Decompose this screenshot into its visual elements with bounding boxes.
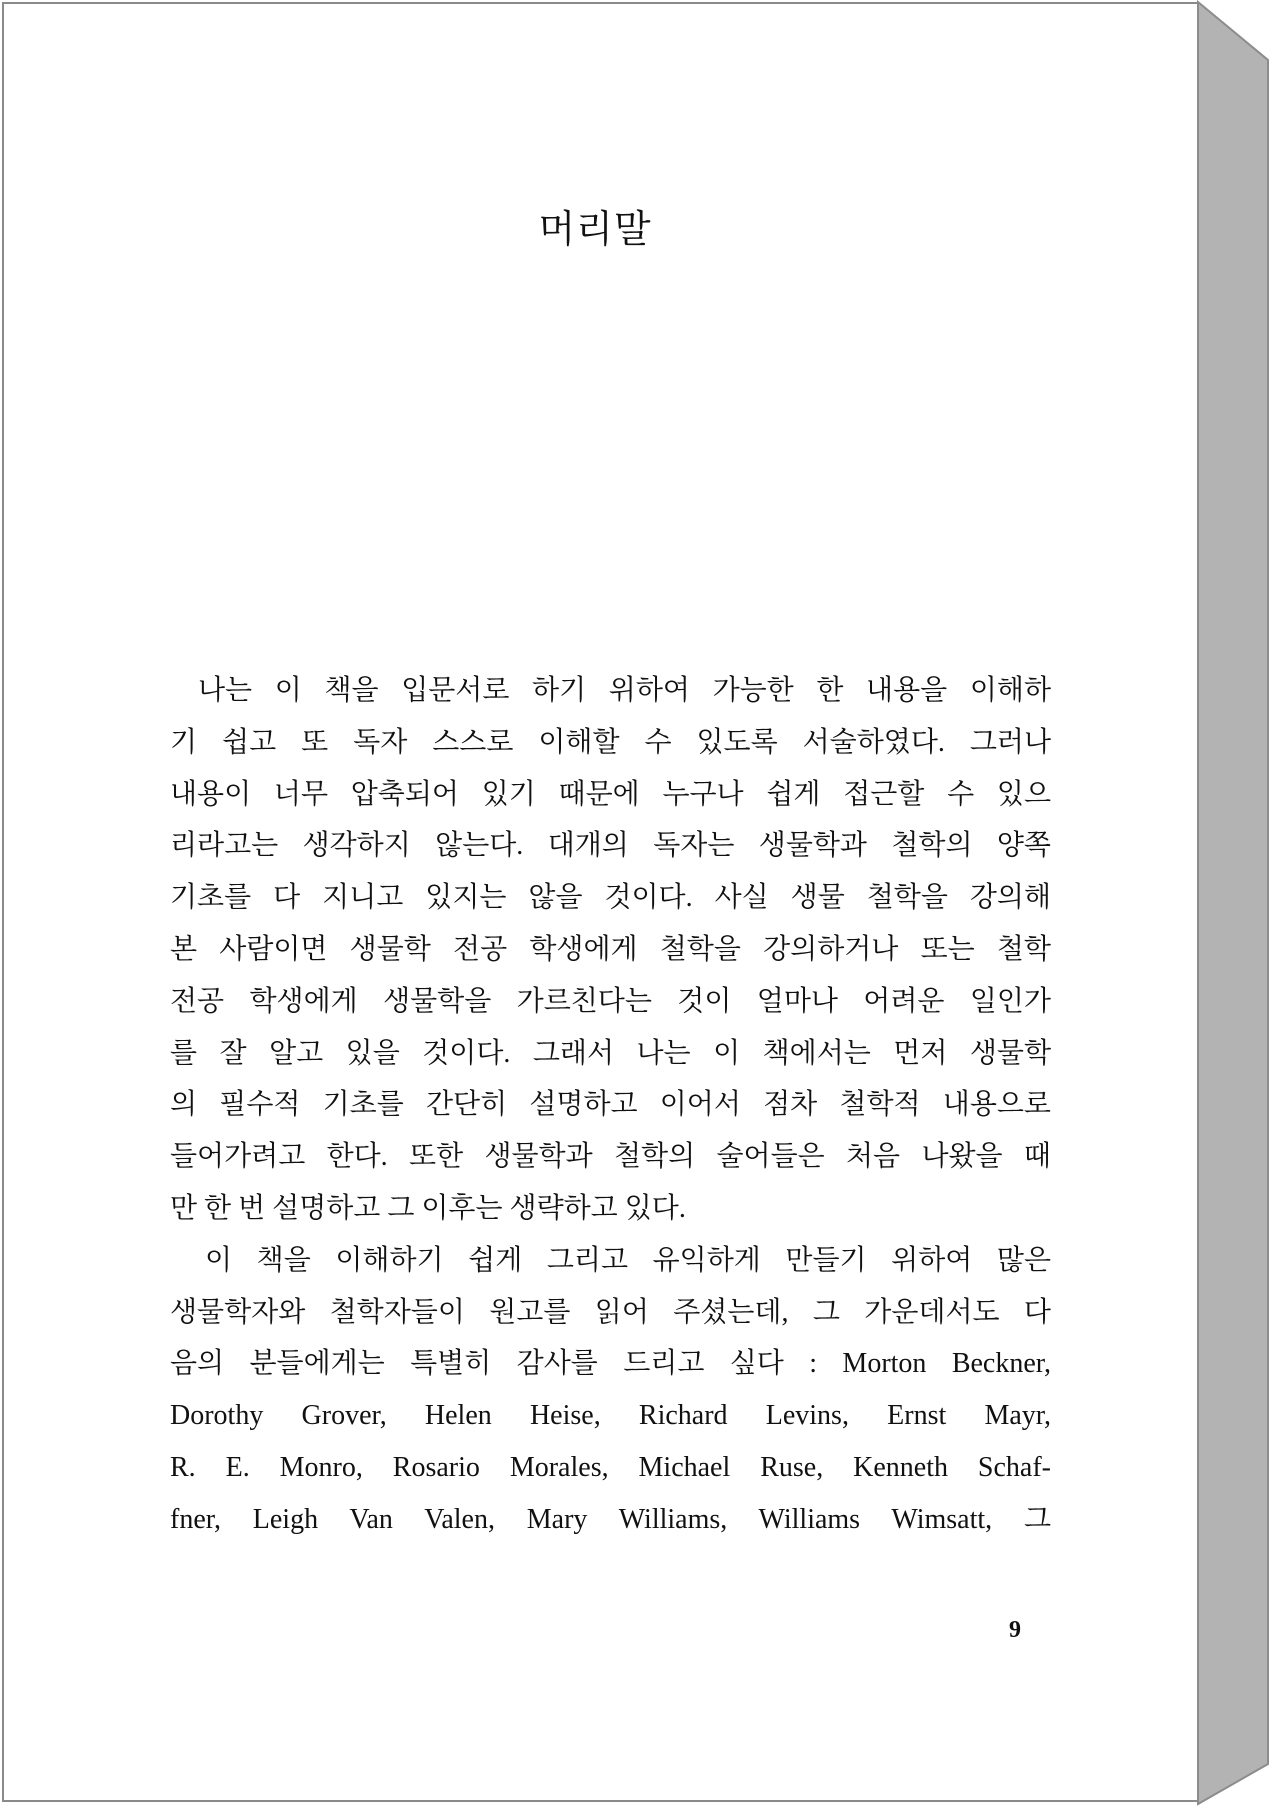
text-line: 생물학자와 철학자들이 원고를 읽어 주셨는데, 그 가운데서도 다 [170, 1296, 1051, 1328]
text-line: 만 한 번 설명하고 그 이후는 생략하고 있다. [170, 1192, 686, 1224]
text-line: 전공 학생에게 생물학을 가르친다는 것이 얼마나 어려운 일인가 [170, 985, 1051, 1017]
body-text [170, 665, 1051, 1546]
text-line: 음의 분들에게는 특별히 감사를 드리고 싶다 : Morton Beckner, [170, 1348, 1051, 1380]
text-line: Dorothy Grover, Helen Heise, Richard Levins, Ernst Mayr, [170, 1400, 1051, 1432]
text-line: fner, Leigh Van Valen, Mary Williams, Williams Wimsatt, 그 [170, 1503, 1051, 1535]
text-line: R. E. Monro, Rosario Morales, Michael Ruse, Kenneth Schaf- [170, 1451, 1051, 1483]
text-line: 기 쉽고 또 독자 스스로 이해할 수 있도록 서술하였다. 그러나 [170, 726, 1051, 758]
text-line: 들어가려고 한다. 또한 생물학과 철학의 술어들은 처음 나왔을 때 [170, 1141, 1051, 1173]
text-line: 내용이 너무 압축되어 있기 때문에 누구나 쉽게 접근할 수 있으 [170, 778, 1051, 810]
text-line: 본 사람이면 생물학 전공 학생에게 철학을 강의하거나 또는 철학 [170, 933, 1051, 965]
text-line: 기초를 다 지니고 있지는 않을 것이다. 사실 생물 철학을 강의해 [170, 882, 1051, 914]
text-line: 나는 이 책을 입문서로 하기 위하여 가능한 한 내용을 이해하 [198, 675, 1051, 706]
page-number: 9 [1009, 1617, 1021, 1643]
text-line: 리라고는 생각하지 않는다. 대개의 독자는 생물학과 철학의 양쪽 [170, 830, 1051, 862]
page-title: 머리말 [538, 209, 652, 251]
text-line: 를 잘 알고 있을 것이다. 그래서 나는 이 책에서는 먼저 생물학 [170, 1037, 1051, 1069]
text-line: 이 책을 이해하기 쉽게 그리고 유익하게 만들기 위하여 많은 [205, 1244, 1051, 1276]
text-line: 의 필수적 기초를 간단히 설명하고 이어서 점차 철학적 내용으로 [170, 1089, 1051, 1121]
